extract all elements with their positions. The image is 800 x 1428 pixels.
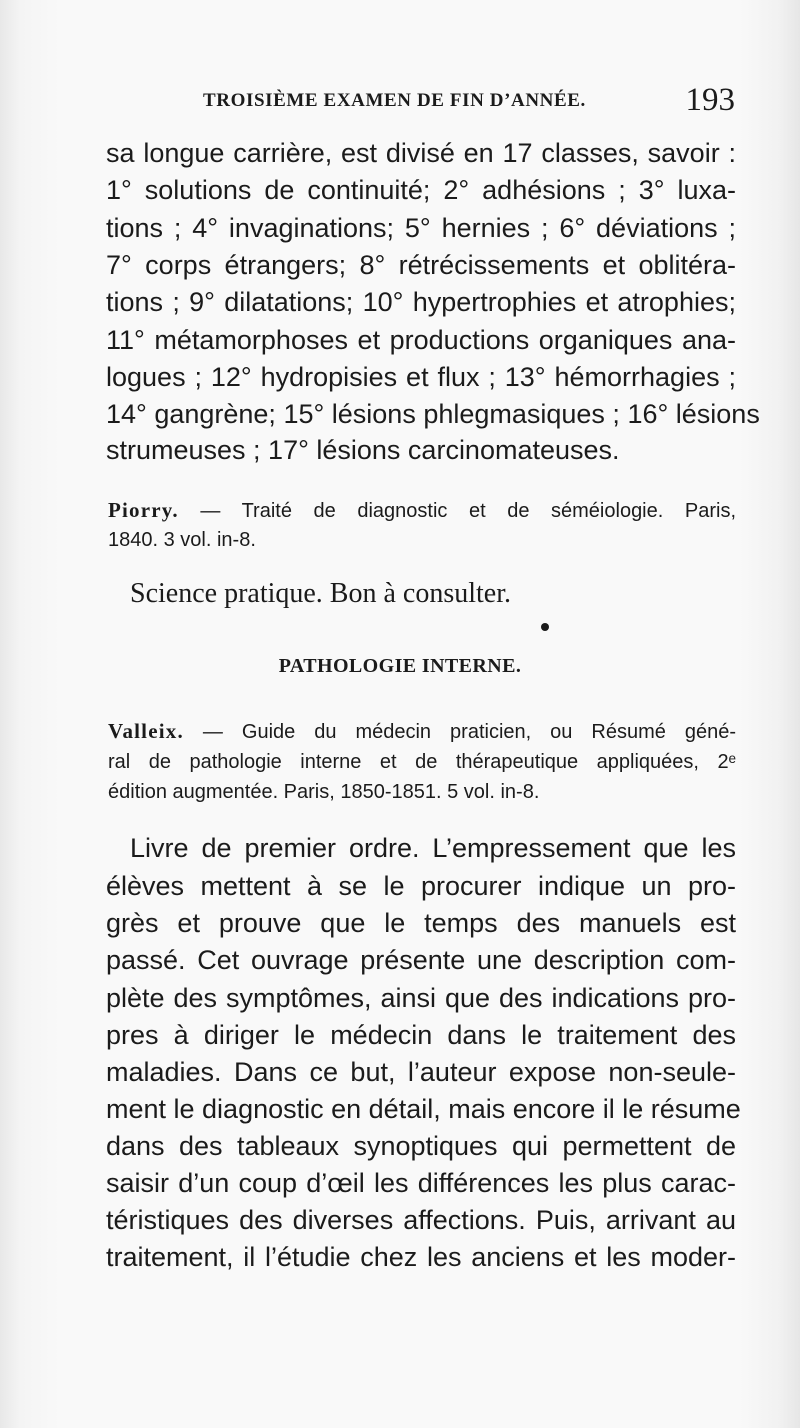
reference-text: — Traité de diagnostic et de séméiologie. Paris,	[200, 500, 736, 522]
reference-text: — Guide du médecin praticien, ou Résumé géné-	[202, 721, 736, 743]
reference-line	[108, 496, 736, 525]
page-number: 193	[685, 82, 735, 118]
reference-author: Valleix.	[108, 719, 184, 743]
text-line: 1° solutions de continuité; 2° adhésions ; 3° luxa-	[106, 175, 736, 205]
text-line: traitement, il l’étudie chez les anciens et les moder-	[106, 1242, 736, 1272]
text-line: logues ; 12° hydropisies et flux ; 13° hémorrhagies ;	[106, 362, 736, 392]
running-head: TROISIÈME EXAMEN DE FIN D’ANNÉE.	[203, 90, 586, 111]
text-line: 14° gangrène; 15° lésions phlegmasiques ; 16° lésions	[106, 399, 760, 429]
text-line: 11° métamorphoses et productions organiques ana-	[106, 325, 736, 355]
text-line: sa longue carrière, est divisé en 17 classes, savoir :	[106, 138, 736, 168]
ink-dot	[541, 623, 549, 631]
text-line: saisir d’un coup d’œil les différences les plus carac-	[106, 1168, 736, 1198]
text-line: tions ; 4° invaginations; 5° hernies ; 6° déviations ;	[106, 213, 736, 243]
text-line: strumeuses ; 17° lésions carcinomateuses.	[106, 435, 620, 465]
reference-line: édition augmentée. Paris, 1850-1851. 5 vol. in-8.	[108, 781, 540, 803]
text-line: tions ; 9° dilatations; 10° hypertrophies et atrophies;	[106, 287, 736, 317]
section-heading: PATHOLOGIE INTERNE.	[278, 655, 522, 677]
reference-comment: Science pratique. Bon à consulter.	[130, 578, 511, 609]
text-line: plète des symptômes, ainsi que des indications pro-	[106, 983, 736, 1013]
text-line: élèves mettent à se le procurer indique un pro-	[106, 871, 736, 901]
text-line: ment le diagnostic en détail, mais encore il le résume	[106, 1094, 741, 1124]
page-header	[203, 82, 735, 122]
text-line: pres à diriger le médecin dans le traitement des	[106, 1020, 736, 1050]
text-line: passé. Cet ouvrage présente une description com-	[106, 945, 736, 975]
reference-line	[108, 717, 736, 746]
text-line: grès et prouve que le temps des manuels est	[106, 908, 736, 938]
reference-line: 1840. 3 vol. in-8.	[108, 529, 256, 551]
text-line: maladies. Dans ce but, l’auteur expose non-seule-	[106, 1057, 736, 1087]
reference-line: ral de pathologie interne et de thérapeutique appliquées, 2ᵉ	[108, 751, 736, 773]
text-line: téristiques des diverses affections. Puis, arrivant au	[106, 1205, 736, 1235]
text-line: Livre de premier ordre. L’empressement que les	[130, 833, 736, 863]
reference-author: Piorry.	[108, 498, 179, 522]
text-line: 7° corps étrangers; 8° rétrécissements et oblitéra-	[106, 250, 736, 280]
text-line: dans des tableaux synoptiques qui permettent de	[106, 1131, 736, 1161]
